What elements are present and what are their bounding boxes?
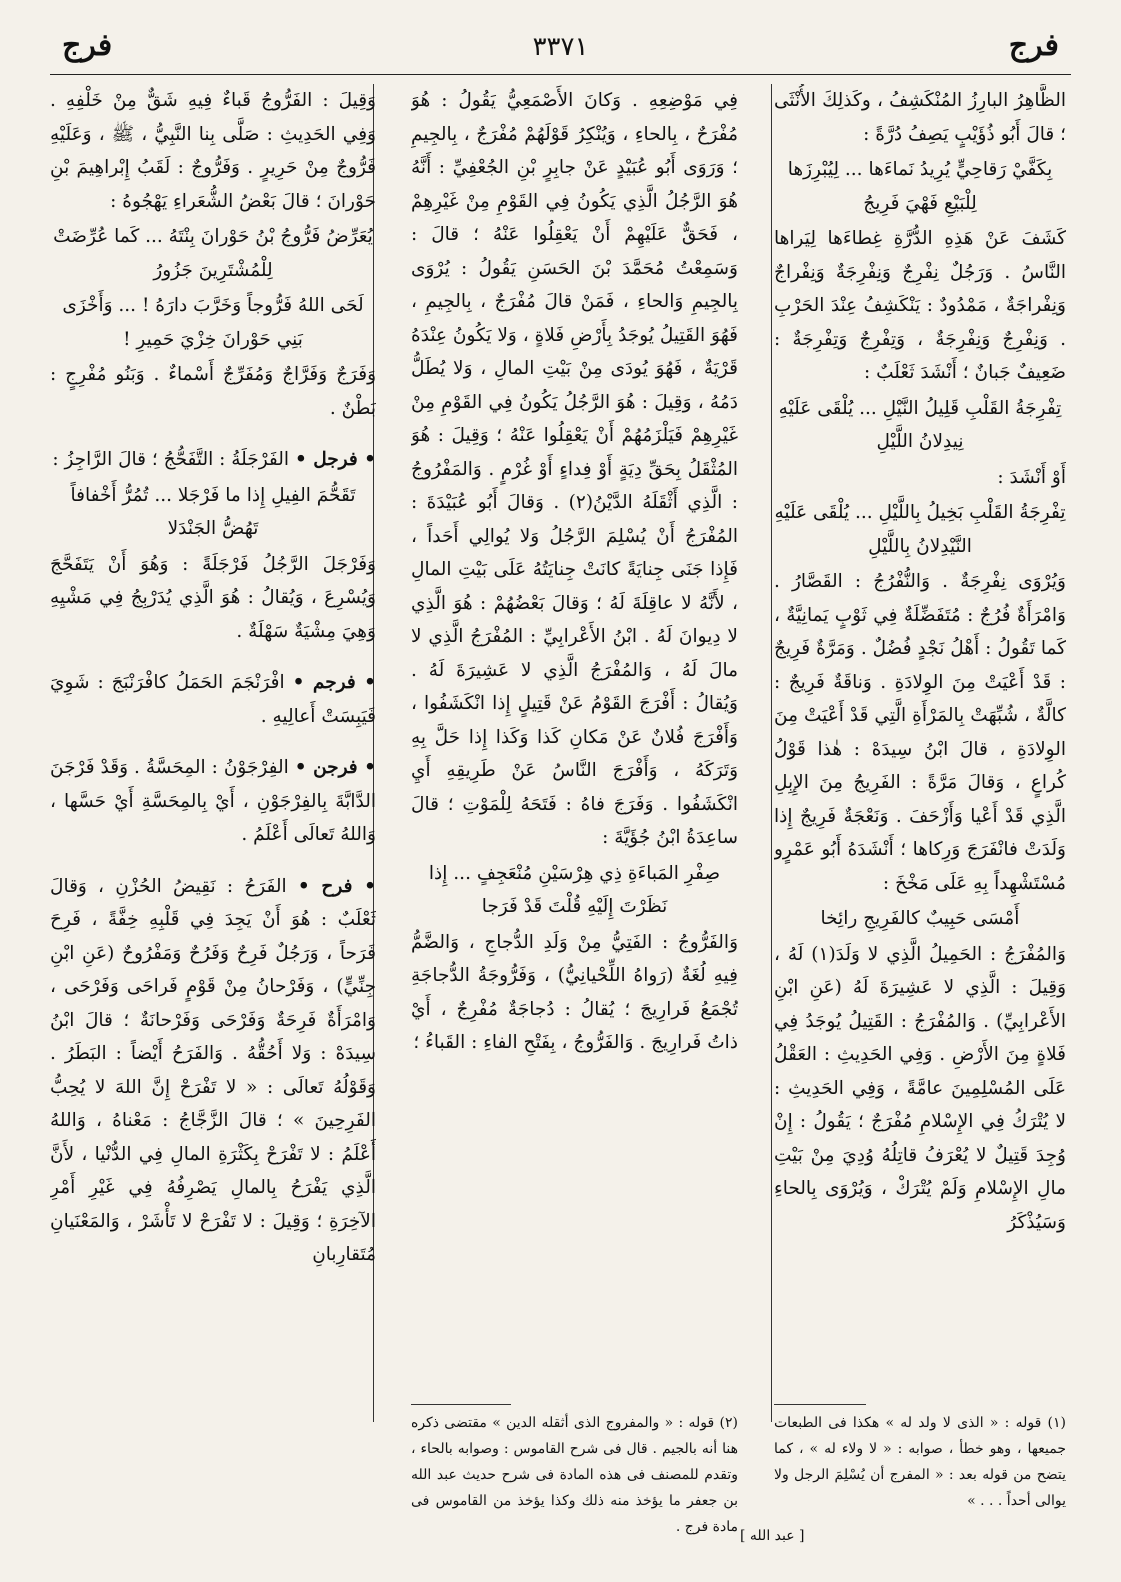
footnote-rule	[774, 1404, 866, 1405]
header-keyword-right: فرج	[1008, 28, 1059, 63]
entry-farjan	[50, 751, 376, 852]
paragraph: وَفَرْجَلَ الرَّجُلُ فَرْجَلَةً : وَهُوَ أَنْ يَتَفَحَّجَ وَيُسْرِعَ ، وَيُقالُ : هُوَ الَّذِي يُدَرْبِجُ فِي مَشْيِهِ وَهِيَ مِشْيَةٌ سَهْلَةٌ .	[50, 553, 376, 642]
entry-text: الفَرْجَلَةُ : التَّفَحُّجُ ؛ قالَ الرَّاجِزُ :	[52, 449, 290, 470]
entry-text: الفِرْجَوْنُ : المِحَسَّةُ . وَقَدْ فَرْجَنَ الدَّابَّةَ بِالفِرْجَوْنِ ، أَيْ بِالمِحَسَّةِ أَيْ حَسَّها ، وَاللهُ تَعالَى أَعْلَمُ .	[50, 757, 376, 845]
paragraph: وَالفَرُّوجُ : الفَتِيُّ مِنْ وَلَدِ الدُّجاجِ ، وَالضَّمُّ فِيهِ لُغَةٌ (رَواهُ اللِّحْيانِيُّ) ، وَفَرُّوجَةُ الدُّجاجَةِ تُجْمَعُ فَرارِيجَ ؛ يُقالُ : دُجاجَةٌ مُفْرِجٌ ، أَيْ ذاتُ فَرارِيجَ . وَالفَرُّوجُ ، بِفَتْحِ الفاءِ : القَباءُ ؛	[411, 931, 738, 1053]
column-divider	[771, 84, 772, 1422]
header-keyword-left: فرج	[62, 28, 113, 63]
entry-farah	[50, 870, 376, 1272]
paragraph: الظَّاهِرُ البارِزُ المُنْكَشِفُ ، وكَذلِكَ الأُنْثَى ؛ قالَ أَبُو ذُؤَيْبٍ يَصِفُ دُرَّةً :	[774, 90, 1066, 145]
column-middle	[411, 84, 738, 1062]
footnote-2: (٢) قوله : « والمفروج الذى أثقله الدين » مقتضى ذكره هنا أنه بالجيم . قال فى شرح القاموس : وصوابه بالحاء ، وتقدم للمصنف فى هذه المادة فى شرح حديث عبد الله بن جعفر ما يؤخذ منه ذلك وكذا يؤخذ من القاموس فى مادة فرج .	[411, 1415, 738, 1535]
verse: أَمْسَى حَبِيبٌ كالفَرِيجِ رائِخا	[820, 908, 1020, 929]
paragraph: كَشَفَ عَنْ هَذِهِ الدُّرَّةِ غِطاءَها لِيَراها النَّاسُ . وَرَجُلٌ نِفْرِجٌ وَنِفْرِجَةٌ وَنِفْراجٌ وَنِفْراجَةٌ ، مَمْدُودٌ : يَنْكَشِفُ عِنْدَ الحَرْبِ . وَنِفْرِجٌ وَنِفْرِجَةٌ ، وَتِفْرِجٌ وَتِفْرِجَةٌ : ضَعِيفٌ جَبانٌ ؛ أَنْشَدَ ثَعْلَبٌ :	[774, 228, 1066, 383]
footnote-signature: [ عبد الله ]	[740, 1528, 805, 1544]
verse: يُعَرِّضُ فَرُّوجُ بْنُ حَوْرانَ بِنْتَهُ ... كَما عُرِّضَتْ لِلْمُشْتَرِينَ جَزُورُ	[53, 226, 373, 281]
entry-farjam	[50, 666, 376, 733]
header-rule	[50, 74, 1071, 75]
paragraph: أَوْ أَنْشَدَ :	[997, 466, 1066, 488]
entry-headword: • فرجل •	[294, 449, 376, 470]
verse: بِكَفَّيْ رَقاحِيٍّ يُرِيدُ نَماءَها ... لِيُبْرِزَها لِلْبَيْعِ فَهْيَ فَرِيجُ	[787, 159, 1053, 214]
paragraph: وَيُرْوَى نِفْرِجَةٌ . وَالنُّفْرُجُ : القَصَّارُ . وَامْرَأَةٌ فُرُجٌ : مُتَفَضِّلَةٌ فِي ثَوْبٍ يَمانِيَّةٌ ، كَما تَقُولُ : أَهْلُ نَجْدٍ فُضُلٌ . وَمَرَّةٌ فَرِيجٌ : قَدْ أَعْيَتْ مِنَ الوِلادَةِ . وَناقَةٌ فَرِيجٌ : كالَّةٌ ، شُبِّهَتْ بِالمَرْأَةِ الَّتِي قَدْ أَعْيَتْ مِنَ الوِلادَةِ ، قالَ ابْنُ سِيدَهْ : هٰذا قَوْلُ كُراعٍ ، وَقالَ مَرَّةً : الفَرِيجُ مِنَ الإِبِلِ الَّذِي قَدْ أَعْيا وَأَزْحَفَ . وَنَعْجَةٌ فَرِيجٌ إِذا وَلَدَتْ فانْفَرَجَ وَرِكاها ؛ أَنْشَدَهُ أَبُو عَمْرٍو مُسْتَشْهِداً بِهِ عَلَى مَخْخَ :	[774, 571, 1066, 894]
page-number: ٣٣٧١	[532, 32, 589, 62]
paragraph: فِي مَوْضِعِهِ . وَكانَ الأَصْمَعِيُّ يَقُولُ : هُوَ مُفْرَحٌ ، بِالحاءِ ، وَيُنْكِرُ قَوْلَهُمْ مُفْرَجٌ ، بِالجِيمِ ؛ وَرَوَى أَبُو عُبَيْدٍ عَنْ جابِرٍ بْنِ الجُعْفِيِّ : أَنَّهُ هُوَ الرَّجُلُ الَّذِي يَكُونُ فِي القَوْمِ مِنْ غَيْرِهِمْ ، فَحَقٌّ عَلَيْهِمْ أَنْ يَعْقِلُوا عَنْهُ ؛ قالَ : وَسَمِعْتُ مُحَمَّدَ بْنَ الحَسَنِ يَقُولُ : يُرْوَى بِالجِيمِ وَالحاءِ ، فَمَنْ قالَ مُفْرَجٌ ، بِالجِيمِ ، فَهُوَ القَتِيلُ يُوجَدُ بِأَرْضِ فَلاةٍ ، وَلا يَكُونُ عِنْدَهُ قَرْيَةٌ ، فَهُوَ يُودَى مِنْ بَيْتِ المالِ ، وَلا يُطَلُّ دَمُهُ ، وَقِيلَ : هُوَ الرَّجُلُ يَكُونُ فِي القَوْمِ مِنْ غَيْرِهِمْ فَيَلْزَمُهُمْ أَنْ يَعْقِلُوا عَنْهُ ؛ وَقِيلَ : هُوَ المُثْقَلُ بِحَقِّ دِيَةٍ أَوْ فِداءٍ أَوْ غُرْمٍ . وَالمَفْرُوجُ : الَّذِي أَثْقَلَهُ الدَّيْنُ(٢) . وَقالَ أَبُو عُبَيْدَةَ : المُفْرَجُ أَنْ يُسْلِمَ الرَّجُلُ وَلا يُوالِي أَحَداً ، فَإِذا جَنَى جِنايَةً كانَتْ جِنايَتُهُ عَلَى بَيْتِ المالِ ، لأَنَّهُ لا عاقِلَةَ لَهُ ؛ وَقالَ بَعْضُهُمْ : هُوَ الَّذِي لا دِيوانَ لَهُ . ابْنُ الأَعْرابِيِّ : المُفْرَجُ الَّذِي لا مالَ لَهُ ، وَالمُفْرَجُ الَّذِي لا عَشِيرَةَ لَهُ . وَيُقالُ : أَفْرَجَ القَوْمُ عَنْ قَتِيلٍ إِذا انْكَشَفُوا ، وَأَفْرَجَ فُلانٌ عَنْ مَكانِ كَذا وَكَذا إِذا حَلَّ بِهِ وَتَرَكَهُ ، وَأَفْرَجَ النَّاسُ عَنْ طَرِيقِهِ أَيِ انْكَشَفُوا . وَفَرَجَ فاهُ : فَتَحَهُ لِلْمَوْتِ ؛ قالَ ساعِدَةُ ابْنُ جُؤَيَّةَ :	[411, 90, 738, 848]
footnote-rule	[411, 1404, 511, 1405]
entry-headword: • فرجن •	[294, 757, 376, 778]
page-header	[50, 28, 1071, 68]
entry-headword: • فرح •	[297, 875, 376, 897]
verse: تِفْرِجَةُ القَلْبِ بَخِيلُ بِاللَّيْلِ ... يُلْقَى عَلَيْهِ النَّيْدِلانُ بِاللَّيْلِ	[774, 502, 1066, 557]
column-right	[774, 84, 1066, 1241]
entry-text: الفَرَحُ : نَقِيضُ الحُزْنِ ، وَقالَ ثَعْلَبٌ : هُوَ أَنْ يَجِدَ فِي قَلْبِهِ خِفَّةً ، فَرِحَ فَرَحاً ، وَرَجُلٌ فَرِحٌ وَفَرُحٌ وَمَفْرُوحٌ (عَنِ ابْنِ جِنِّيٍّ) ، وَفَرْحانُ مِنْ قَوْمٍ فَراحَى وَفَرْحَى ، وَامْرَأَةٌ فَرِحَةٌ وَفَرْحَى وَفَرْحانَةٌ ؛ قالَ ابْنُ سِيدَهْ : وَلا أَحُقُّهُ . وَالفَرَحُ أَيْضاً : البَطَرُ . وَقَوْلُهُ تَعالَى : « لا تَفْرَحْ إِنَّ اللهَ لا يُحِبُّ الفَرِحِينَ » ؛ قالَ الزَّجَّاجُ : مَعْناهُ ، وَاللهُ أَعْلَمُ : لا تَفْرَحْ بِكَثْرَةِ المالِ فِي الدُّنْيا ، لأَنَّ الَّذِي يَفْرَحُ بِالمالِ يَصْرِفُهُ فِي غَيْرِ أَمْرِ الآخِرَةِ ؛ وَقِيلَ : لا تَفْرَحْ لا تَأْشَرْ ، وَالمَعْنَيانِ مُتَقارِبانِ	[50, 875, 376, 1265]
verse: صِفْرِ المَباءَةِ ذِي هِرْسَيْنِ مُنْعَجِفٍ ... إِذا نَظَرْتَ إِلَيْهِ قُلْتَ قَدْ فَرَجا	[428, 862, 721, 917]
footnote-1: (١) قوله : « الذى لا ولد له » هكذا فى الطبعات جميعها ، وهو خطأ ، صوابه : « لا ولاء له » ، كما يتضح من قوله بعد : « المفرج أن يُسْلِمَ الرجل ولا يوالى أحداً . . . »	[774, 1415, 1066, 1509]
column-left	[50, 84, 376, 1274]
paragraph: وَالمُفْرَجُ : الحَمِيلُ الَّذِي لا وَلَدَ(١) لَهُ ، وَقِيلَ : الَّذِي لا عَشِيرَةَ لَهُ (عَنِ ابْنِ الأَعْرابِيِّ) . وَالمُفْرَجُ : القَتِيلُ يُوجَدُ فِي فَلاةٍ مِنَ الأَرْضِ . وَفِي الحَدِيثِ : العَقْلُ عَلَى المُسْلِمِينَ عامَّةً ، وَفِي الحَدِيثِ : لا يُتْرَكُ فِي الإِسْلامِ مُفْرَجٌ ؛ يَقُولُ : إِنْ وُجِدَ قَتِيلٌ لا يُعْرَفُ قاتِلُهُ وُدِيَ مِنْ بَيْتِ مالِ الإِسْلامِ وَلَمْ يُتْرَكْ ، وَيُرْوَى بِالحاءِ وَسَيُذْكَرُ	[774, 943, 1066, 1233]
verse: لَحَى اللهُ فَرُّوجاً وَخَرَّبَ دارَهُ ! ... وَأَخْزَى بَنِي حَوْرانَ خِزْيَ حَمِيرِ !	[62, 295, 364, 350]
paragraph: وَقِيلَ : الفَرُّوجُ قَباءٌ فِيهِ شَقٌّ مِنْ خَلْفِهِ . وَفِي الحَدِيثِ : صَلَّى بِنا النَّبِيُّ ، ﷺ ، وَعَلَيْهِ فَرُّوجٌ مِنْ حَرِيرٍ . وَفَرُّوجٌ : لَقَبُ إِبْراهِيمَ بْنِ حَوْرانَ ؛ قالَ بَعْضُ الشُّعَراءِ يَهْجُوهُ :	[50, 90, 376, 212]
verse: تِفْرِجَةُ القَلْبِ قَلِيلُ النَّيْلِ ... يُلْقَى عَلَيْهِ نِيدِلانُ اللَّيْلِ	[778, 397, 1062, 452]
entry-farjal	[50, 443, 376, 477]
verse: تَقَحُّمَ الفِيلِ إِذا ما فَرْجَلا ... تُمُرُّ أَخْفافاً تَهُضُّ الجَنْدَلا	[70, 484, 356, 539]
paragraph: وَفَرَجٌ وَفَرَّاجٌ وَمُفَرِّجٌ أَسْماءٌ . وَبَنُو مُفْرِجٍ : بَطْنٌ .	[50, 364, 376, 419]
entry-headword: • فرجم •	[292, 672, 376, 693]
entry-text: افْرَنْجَمَ الحَمَلُ كافْرَنْبَجَ : شَوِيَ فَيَبِسَتْ أَعالِيهِ .	[50, 672, 376, 727]
